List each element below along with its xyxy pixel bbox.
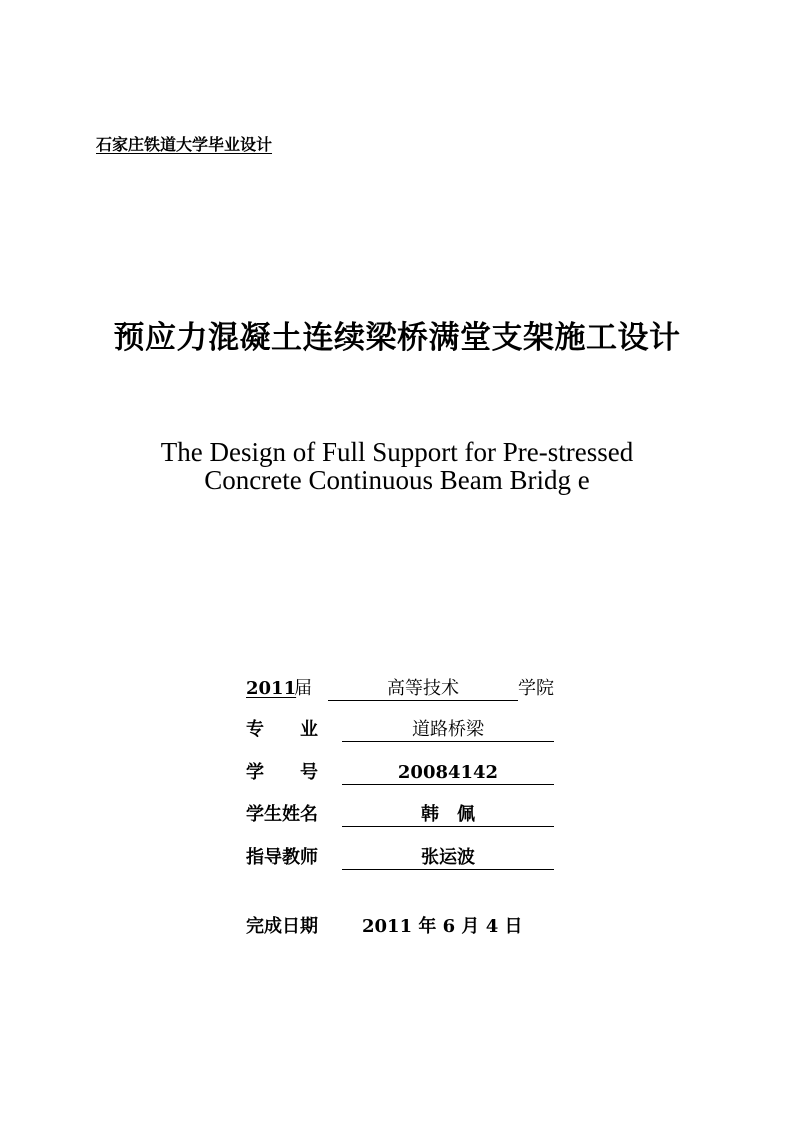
student-id-value: 20084142 bbox=[342, 760, 554, 785]
college-value: 高等技术 bbox=[328, 676, 518, 701]
student-name-label: 学生姓名 bbox=[246, 804, 318, 825]
thesis-title-english-line1: The Design of Full Support for Pre-stressed bbox=[160, 437, 634, 467]
student-name-value: 韩 佩 bbox=[342, 802, 554, 827]
student-id-label: 学 号 bbox=[246, 762, 318, 783]
student-name-row bbox=[246, 802, 576, 828]
advisor-label: 指导教师 bbox=[246, 847, 318, 868]
major-value: 道路桥梁 bbox=[342, 717, 554, 742]
class-year-suffix: 届 bbox=[294, 678, 312, 699]
thesis-title-english-line2: Concrete Continuous Beam Bridg e bbox=[204, 465, 590, 495]
major-label: 专 业 bbox=[246, 719, 318, 740]
college-label: 学院 bbox=[518, 678, 554, 699]
class-year-number: 2011 bbox=[246, 678, 297, 699]
major-row bbox=[246, 717, 576, 743]
completion-date-row bbox=[246, 912, 523, 938]
university-header: 石家庄铁道大学毕业设计 bbox=[96, 135, 273, 154]
advisor-row bbox=[246, 845, 576, 871]
student-id-row bbox=[246, 760, 576, 786]
advisor-value: 张运波 bbox=[342, 845, 554, 870]
thesis-title-chinese: 预应力混凝土连续梁桥满堂支架施工设计 bbox=[113, 320, 681, 356]
completion-date-label: 完成日期 bbox=[246, 916, 318, 937]
class-year-row bbox=[246, 676, 576, 702]
completion-date-value: 2011 年 6 月 4 日 bbox=[362, 916, 523, 937]
